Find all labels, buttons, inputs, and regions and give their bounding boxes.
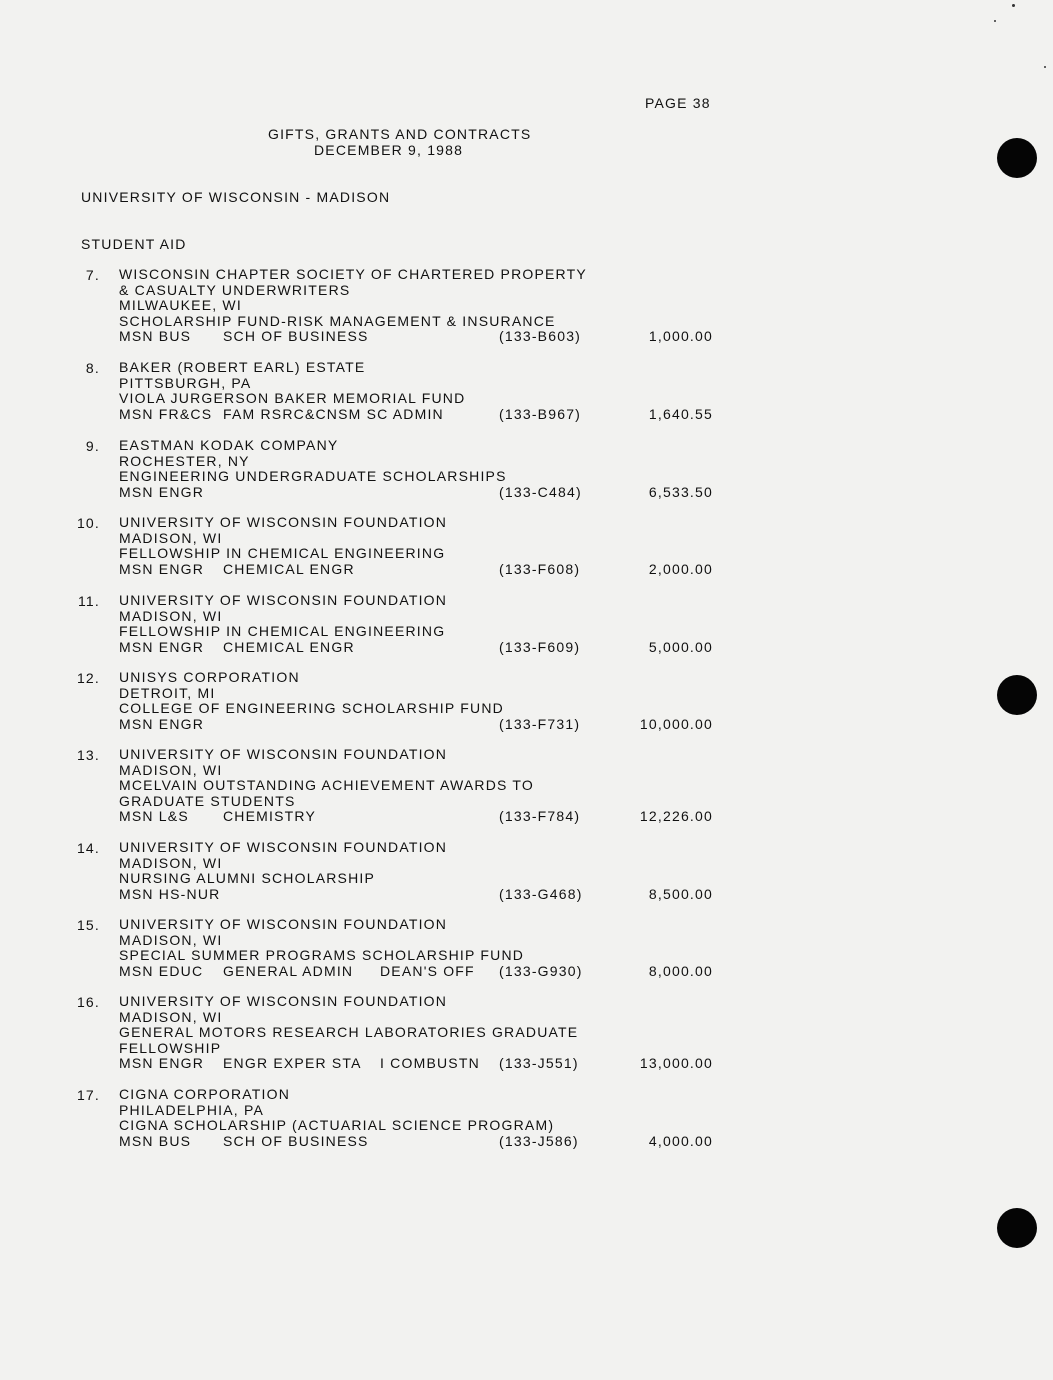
entry-line: BAKER (ROBERT EARL) ESTATE <box>119 359 366 375</box>
account-part: MSN ENGR <box>119 638 205 655</box>
entry-number: 15. <box>76 917 100 933</box>
grant-amount: 13,000.00 <box>639 1055 713 1071</box>
entry-line: FELLOWSHIP <box>119 1039 222 1056</box>
entry-line: & CASUALTY UNDERWRITERS <box>119 281 351 298</box>
entry-line: MADISON, WI <box>119 854 223 871</box>
entry-line: UNIVERSITY OF WISCONSIN FOUNDATION <box>119 916 448 932</box>
account-code: (133-J551) <box>499 1055 579 1071</box>
account-part: MSN ENGR <box>119 560 205 577</box>
entry-line: SPECIAL SUMMER PROGRAMS SCHOLARSHIP FUND <box>119 947 525 963</box>
entry-line: UNIVERSITY OF WISCONSIN FOUNDATION <box>119 839 448 855</box>
scan-speck <box>1044 66 1046 68</box>
account-row <box>119 405 713 423</box>
account-row <box>119 808 713 825</box>
account-part: MSN ENGR <box>119 483 205 500</box>
entry-details <box>119 993 713 1072</box>
account-code: (133-F784) <box>499 808 581 824</box>
entry-line: UNIVERSITY OF WISCONSIN FOUNDATION <box>119 592 448 608</box>
entry-line: ENGINEERING UNDERGRADUATE SCHOLARSHIPS <box>119 468 507 484</box>
entry-details <box>119 1086 713 1149</box>
entry-line: EASTMAN KODAK COMPANY <box>119 437 339 453</box>
punch-hole-bottom <box>997 1208 1037 1248</box>
entry-details <box>119 359 713 422</box>
account-part: MSN FR&CS <box>119 405 213 422</box>
account-row <box>119 483 713 501</box>
entry-line: MILWAUKEE, WI <box>119 297 242 313</box>
entry-line: FELLOWSHIP IN CHEMICAL ENGINEERING <box>119 623 446 639</box>
account-code: (133-F608) <box>499 560 581 577</box>
entry-line: GENERAL MOTORS RESEARCH LABORATORIES GRADUATE <box>119 1024 579 1040</box>
account-part: GENERAL ADMIN <box>223 962 354 979</box>
entry-line: SCHOLARSHIP FUND-RISK MANAGEMENT & INSURANCE <box>119 312 556 329</box>
grant-amount: 1,000.00 <box>648 328 713 344</box>
entry-number: 17. <box>76 1087 100 1103</box>
grant-amount: 4,000.00 <box>648 1132 713 1149</box>
entry-line: COLLEGE OF ENGINEERING SCHOLARSHIP FUND <box>119 700 504 716</box>
grant-amount: 2,000.00 <box>648 560 713 577</box>
account-code: (133-G468) <box>499 885 583 902</box>
account-code: (133-B603) <box>499 328 582 344</box>
entry-number: 11. <box>77 593 100 609</box>
document-date: DECEMBER 9, 1988 <box>314 142 464 158</box>
section-heading: STUDENT AID <box>81 236 187 252</box>
grant-amount: 6,533.50 <box>648 483 713 500</box>
entry-line: MADISON, WI <box>119 607 223 624</box>
entry-line: CIGNA SCHOLARSHIP (ACTUARIAL SCIENCE PROGRAM) <box>119 1117 555 1133</box>
entry-details <box>119 266 713 345</box>
account-part: MSN EDUC <box>119 962 204 979</box>
account-part: SCH OF BUSINESS <box>223 1132 369 1149</box>
account-part: MSN ENGR <box>119 715 205 732</box>
account-row <box>119 560 713 578</box>
account-row <box>119 715 713 733</box>
entry-details <box>119 916 713 979</box>
entry-line: WISCONSIN CHAPTER SOCIETY OF CHARTERED PROPERTY <box>119 266 587 282</box>
entry-line: PHILADELPHIA, PA <box>119 1101 264 1118</box>
account-part: MSN HS-NUR <box>119 885 221 902</box>
account-code: (133-B967) <box>499 405 582 422</box>
account-code: (133-J586) <box>499 1132 579 1149</box>
account-row <box>119 638 713 656</box>
entry-details <box>119 592 713 655</box>
scan-speck <box>994 20 996 22</box>
account-row <box>119 328 713 345</box>
entry-line: UNISYS CORPORATION <box>119 669 300 685</box>
entry-details <box>119 746 713 825</box>
entry-line: DETROIT, MI <box>119 684 216 701</box>
entry-line: FELLOWSHIP IN CHEMICAL ENGINEERING <box>119 545 446 561</box>
entry-number: 8. <box>85 360 100 376</box>
grant-amount: 8,500.00 <box>648 885 713 902</box>
account-part: CHEMISTRY <box>223 808 316 824</box>
entry-number: 9. <box>85 438 100 454</box>
account-row <box>119 1132 713 1150</box>
entry-number: 13. <box>76 747 100 763</box>
entry-details <box>119 514 713 577</box>
entry-number: 12. <box>76 670 100 686</box>
document-title: GIFTS, GRANTS AND CONTRACTS <box>268 126 532 142</box>
account-part: CHEMICAL ENGR <box>223 560 355 577</box>
account-row <box>119 962 713 980</box>
entry-details <box>119 437 713 500</box>
account-code: (133-F609) <box>499 638 581 655</box>
entry-line: MADISON, WI <box>119 529 223 546</box>
entry-line: MCELVAIN OUTSTANDING ACHIEVEMENT AWARDS TO <box>119 777 534 793</box>
entry-number: 7. <box>85 267 100 283</box>
entry-line: GRADUATE STUDENTS <box>119 792 296 809</box>
entry-line: PITTSBURGH, PA <box>119 374 252 391</box>
account-part: MSN L&S <box>119 808 189 824</box>
account-part: MSN ENGR <box>119 1055 205 1071</box>
entry-details <box>119 669 713 732</box>
account-part: MSN BUS <box>119 1132 192 1149</box>
entry-line: UNIVERSITY OF WISCONSIN FOUNDATION <box>119 514 448 530</box>
grant-amount: 12,226.00 <box>639 808 713 824</box>
punch-hole-middle <box>997 675 1037 715</box>
entry-line: UNIVERSITY OF WISCONSIN FOUNDATION <box>119 993 448 1009</box>
entry-number: 10. <box>76 515 100 531</box>
account-part: DEAN'S OFF <box>380 962 475 979</box>
institution-name: UNIVERSITY OF WISCONSIN - MADISON <box>81 189 391 205</box>
punch-hole-top <box>997 138 1037 178</box>
account-part: SCH OF BUSINESS <box>223 328 369 344</box>
page-number: PAGE 38 <box>645 95 711 111</box>
account-part: MSN BUS <box>119 328 192 344</box>
account-part: ENGR EXPER STA <box>223 1055 362 1071</box>
entry-number: 14. <box>76 840 100 856</box>
entry-line: VIOLA JURGERSON BAKER MEMORIAL FUND <box>119 390 466 406</box>
entry-line: MADISON, WI <box>119 931 223 948</box>
entry-line: CIGNA CORPORATION <box>119 1086 291 1102</box>
grant-amount: 10,000.00 <box>639 715 713 732</box>
account-code: (133-C484) <box>499 483 582 500</box>
account-row <box>119 885 713 903</box>
entry-line: NURSING ALUMNI SCHOLARSHIP <box>119 870 376 886</box>
account-part: I COMBUSTN <box>380 1055 480 1071</box>
entry-number: 16. <box>76 994 100 1010</box>
account-part: CHEMICAL ENGR <box>223 638 355 655</box>
grant-amount: 8,000.00 <box>648 962 713 979</box>
account-part: FAM RSRC&CNSM SC ADMIN <box>223 405 444 422</box>
scan-speck <box>1012 4 1015 7</box>
account-row <box>119 1055 713 1072</box>
entry-line: ROCHESTER, NY <box>119 452 250 469</box>
grant-amount: 1,640.55 <box>648 405 713 422</box>
grant-amount: 5,000.00 <box>648 638 713 655</box>
entry-line: MADISON, WI <box>119 1008 223 1025</box>
entry-line: UNIVERSITY OF WISCONSIN FOUNDATION <box>119 746 448 762</box>
entry-details <box>119 839 713 902</box>
account-code: (133-G930) <box>499 962 583 979</box>
account-code: (133-F731) <box>499 715 581 732</box>
entry-line: MADISON, WI <box>119 761 223 778</box>
